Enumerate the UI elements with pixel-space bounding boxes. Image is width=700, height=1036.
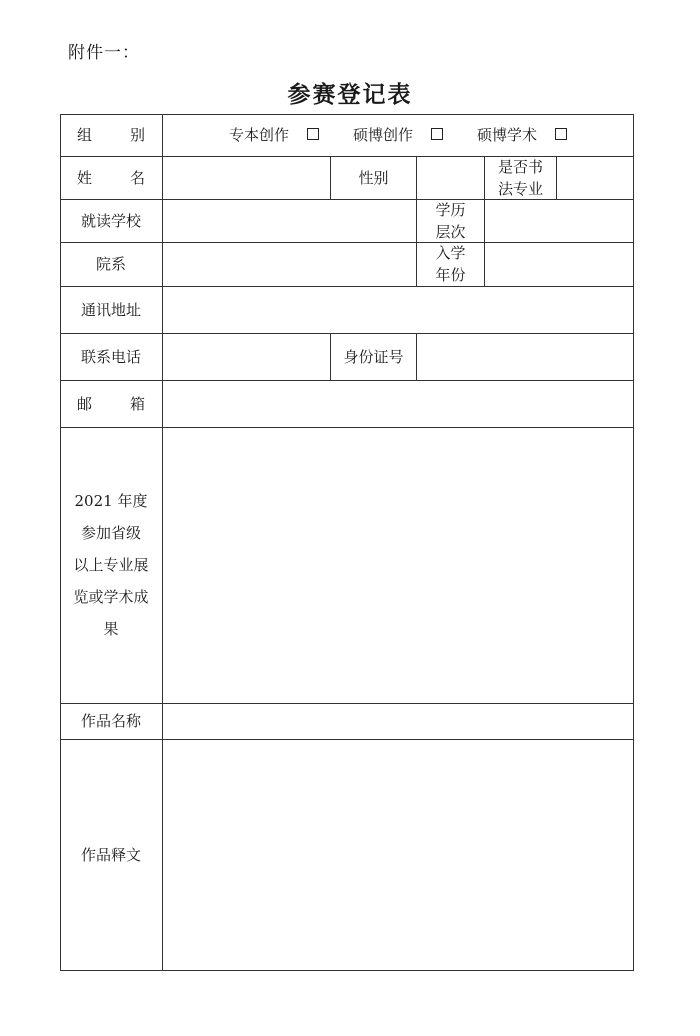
checkbox[interactable] bbox=[307, 128, 319, 140]
calligraphy-major-label bbox=[485, 156, 556, 199]
address-label: 通讯地址 bbox=[80, 300, 141, 319]
checkbox[interactable] bbox=[555, 128, 567, 140]
school-label: 就读学校 bbox=[80, 211, 141, 230]
work-text-label: 作品释文 bbox=[80, 845, 141, 864]
label-line: 2021 年度 bbox=[74, 492, 148, 510]
label-line: 年份 bbox=[435, 266, 466, 284]
group-label-char-1: 组 bbox=[76, 126, 92, 144]
id-number-field[interactable] bbox=[417, 333, 633, 380]
email-label-char-1: 邮 bbox=[76, 394, 92, 413]
label-line: 以上专业展 bbox=[73, 556, 149, 574]
group-option-grad-creation[interactable] bbox=[353, 124, 443, 146]
degree-level-field[interactable] bbox=[485, 199, 633, 242]
name-label-char-1: 姓 bbox=[76, 168, 92, 187]
group-label bbox=[60, 114, 162, 156]
group-label-char-2: 别 bbox=[130, 126, 146, 144]
option-label: 硕博学术 bbox=[477, 126, 538, 144]
registration-form-table bbox=[60, 114, 634, 971]
label-line: 参加省级 bbox=[80, 524, 141, 542]
email-label-char-2: 箱 bbox=[130, 394, 146, 413]
name-field[interactable] bbox=[163, 156, 330, 199]
address-field[interactable] bbox=[163, 286, 633, 333]
gender-label: 性别 bbox=[358, 168, 389, 187]
checkbox[interactable] bbox=[431, 128, 443, 140]
achievements-label bbox=[60, 427, 162, 703]
label-line: 果 bbox=[103, 620, 119, 638]
gender-field[interactable] bbox=[417, 156, 484, 199]
group-option-undergrad-creation[interactable] bbox=[229, 124, 319, 146]
option-label: 专本创作 bbox=[228, 126, 289, 144]
degree-level-label bbox=[417, 199, 484, 242]
department-label: 院系 bbox=[95, 255, 126, 273]
attachment-label: 附件一： bbox=[68, 43, 140, 63]
label-line: 入学 bbox=[435, 244, 466, 262]
group-options bbox=[163, 114, 633, 156]
phone-field[interactable] bbox=[163, 333, 330, 380]
label-line: 是否书 bbox=[497, 157, 543, 176]
department-field[interactable] bbox=[163, 242, 416, 286]
name-label bbox=[60, 156, 162, 199]
phone-label: 联系电话 bbox=[80, 347, 141, 366]
enrollment-year-label bbox=[417, 242, 484, 286]
work-title-label: 作品名称 bbox=[80, 712, 141, 730]
id-number-label: 身份证号 bbox=[343, 347, 404, 366]
label-line: 法专业 bbox=[497, 179, 543, 198]
option-label: 硕博创作 bbox=[352, 126, 413, 144]
table-border-bottom bbox=[60, 970, 634, 971]
calligraphy-major-field[interactable] bbox=[557, 156, 633, 199]
email-label bbox=[60, 380, 162, 427]
form-title: 参赛登记表 bbox=[287, 82, 413, 108]
label-line: 学历 bbox=[435, 200, 466, 219]
email-field[interactable] bbox=[163, 380, 633, 427]
enrollment-year-field[interactable] bbox=[485, 242, 633, 286]
group-option-grad-academic[interactable] bbox=[477, 124, 567, 146]
achievements-field[interactable] bbox=[163, 427, 633, 703]
label-line: 览或学术成 bbox=[73, 588, 149, 606]
work-text-field[interactable] bbox=[163, 739, 633, 970]
table-border-right bbox=[633, 114, 634, 971]
work-title-field[interactable] bbox=[163, 703, 633, 739]
name-label-char-2: 名 bbox=[130, 168, 146, 187]
label-line: 层次 bbox=[435, 222, 466, 241]
school-field[interactable] bbox=[163, 199, 416, 242]
